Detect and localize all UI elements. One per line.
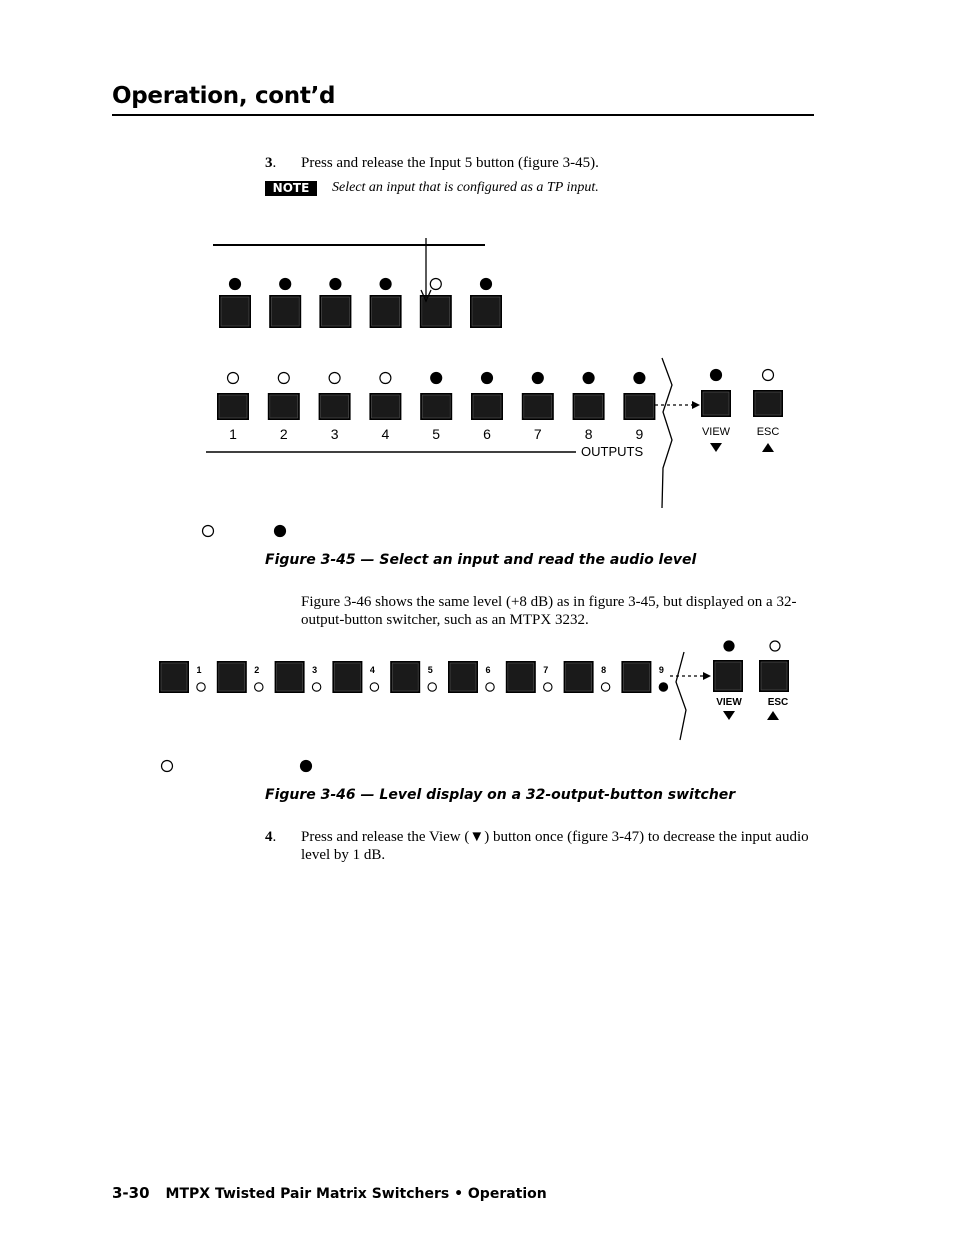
input-led-2: [280, 279, 291, 290]
output32-number-6: 6: [485, 665, 491, 675]
note-text: Select an input that is configured as a TP input.: [332, 180, 599, 195]
esc-up-arrow-icon-2: [767, 711, 779, 720]
input-button-4-face: [372, 297, 400, 326]
page-number: 3-30: [112, 1184, 150, 1202]
input-led-5: [430, 279, 441, 290]
output32-number-1: 1: [196, 665, 202, 675]
output-number-4: 4: [381, 426, 390, 442]
output-led-6: [482, 373, 493, 384]
view-down-arrow-icon: [710, 443, 722, 452]
legend-led-off-2: [162, 761, 173, 772]
output-button-6-face: [473, 395, 501, 418]
legend-led-on-2: [301, 761, 312, 772]
step-3-text: Press and release the Input 5 button (figure 3-45).: [301, 155, 599, 171]
outputs-label: OUTPUTS: [581, 444, 644, 459]
step-3-number: 3.: [265, 155, 277, 171]
figure-3-46-caption: Figure 3-46 — Level display on a 32-output-button switcher: [265, 787, 736, 803]
output-led-2: [278, 373, 289, 384]
output32-button-9-face: [623, 663, 649, 691]
output32-led-5: [428, 683, 436, 691]
output32-button-6-face: [450, 663, 476, 691]
output-button-3-face: [321, 395, 349, 418]
output32-button-7-face: [508, 663, 534, 691]
legend-led-on: [275, 526, 286, 537]
output-button-4-face: [371, 395, 399, 418]
output-number-6: 6: [483, 426, 491, 442]
output-number-2: 2: [279, 426, 288, 442]
output-number-8: 8: [584, 426, 593, 442]
input-button-6-face: [472, 297, 500, 326]
dashed-arrow-head: [692, 401, 700, 409]
esc-label-2: ESC: [767, 697, 789, 708]
output32-button-1-face: [161, 663, 187, 691]
output32-led-1: [197, 683, 205, 691]
input-led-6: [481, 279, 492, 290]
output32-led-3: [312, 683, 320, 691]
output32-button-8-face: [566, 663, 592, 691]
output32-number-2: 2: [254, 665, 260, 675]
output32-number-7: 7: [543, 665, 549, 675]
output32-led-8: [601, 683, 609, 691]
view-led-2: [724, 641, 734, 651]
break-line: [662, 358, 672, 508]
output32-button-5-face: [392, 663, 418, 691]
output32-led-9: [659, 683, 667, 691]
output-led-9: [634, 373, 645, 384]
output32-number-8: 8: [601, 665, 607, 675]
output-led-7: [532, 373, 543, 384]
output32-number-4: 4: [369, 665, 375, 675]
output32-number-5: 5: [427, 665, 433, 675]
esc-label: ESC: [756, 426, 780, 438]
input-button-2-face: [271, 297, 299, 326]
output32-button-3-face: [277, 663, 303, 691]
output32-led-6: [486, 683, 494, 691]
output32-led-7: [544, 683, 552, 691]
page-title: Operation, cont’d: [112, 83, 336, 109]
break-line-2: [676, 652, 686, 740]
view-label: VIEW: [701, 426, 731, 438]
output-buttons-group: [217, 373, 655, 443]
page-footer: [112, 1184, 547, 1202]
view-led: [711, 370, 722, 381]
legend-led-off: [203, 526, 214, 537]
step-4-number: 4.: [265, 829, 277, 845]
esc-led-2: [770, 641, 780, 651]
figure-3-45-caption: Figure 3-45 — Select an input and read the audio level: [265, 552, 697, 568]
output32-number-9: 9: [658, 665, 664, 675]
output-number-3: 3: [330, 426, 339, 442]
step-4-text: Press and release the View (▼) button once (figure 3-47) to decrease the input audio level by 1 dB.: [301, 829, 809, 863]
output-led-5: [431, 373, 442, 384]
output-button-8-face: [575, 395, 603, 418]
input-button-1-face: [221, 297, 249, 326]
dashed-arrow-head-2: [703, 672, 711, 680]
input-buttons-group: [219, 279, 502, 329]
input-led-3: [330, 279, 341, 290]
output-led-1: [228, 373, 239, 384]
output-button-5-face: [422, 395, 450, 418]
esc-up-arrow-icon: [762, 443, 774, 452]
output32-button-2-face: [219, 663, 245, 691]
input-led-1: [230, 279, 241, 290]
view-down-arrow-icon-2: [723, 711, 735, 720]
output-number-9: 9: [635, 426, 644, 442]
input-led-4: [380, 279, 391, 290]
output-number-5: 5: [432, 426, 441, 442]
view-label-2: VIEW: [716, 697, 742, 708]
note-badge: NOTE: [265, 181, 317, 196]
esc-led: [763, 370, 774, 381]
output-button-7-face: [524, 395, 552, 418]
paragraph-figure-3-46: Figure 3-46 shows the same level (+8 dB) as in figure 3-45, but displayed on a 32-output-button switcher, such as an MTPX 3232.: [301, 594, 797, 628]
output32-number-3: 3: [312, 665, 318, 675]
output-number-1: 1: [229, 426, 237, 442]
output-number-7: 7: [533, 426, 542, 442]
output32-led-4: [370, 683, 378, 691]
output-led-8: [583, 373, 594, 384]
input-button-3-face: [321, 297, 349, 326]
output-button-2-face: [270, 395, 298, 418]
output-button-9-face: [625, 395, 653, 418]
output32-led-2: [255, 683, 263, 691]
output-buttons-32-group: [159, 661, 668, 693]
footer-text: MTPX Twisted Pair Matrix Switchers • Operation: [165, 1186, 547, 1202]
output-button-1-face: [219, 395, 247, 418]
output-led-4: [380, 373, 391, 384]
output-led-3: [329, 373, 340, 384]
output32-button-4-face: [334, 663, 360, 691]
